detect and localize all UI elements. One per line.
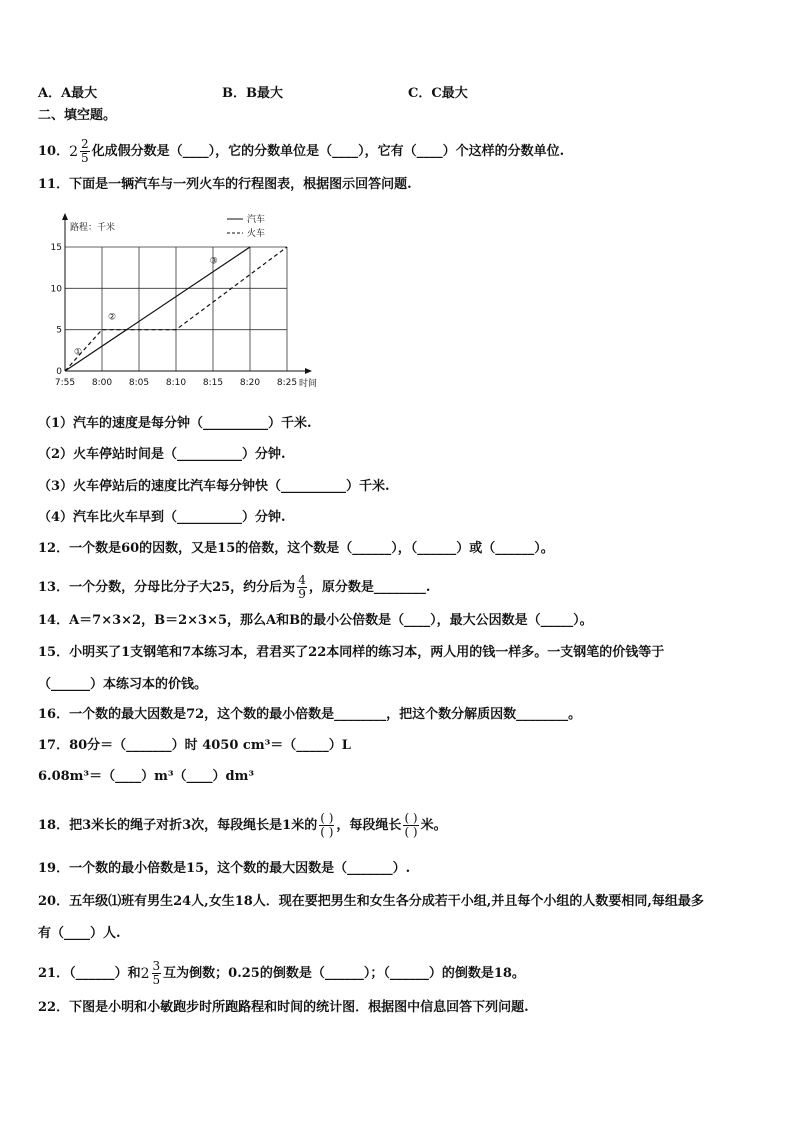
chart-annotation-1: ① — [73, 347, 83, 358]
chart-y-arrow — [62, 213, 68, 220]
question-20-line1: 20．五年级⑴班有男生24人,女生18人．现在要把男生和女生各分成若干小组,并且每个小组的人数要相同,每组最多 — [38, 894, 704, 909]
chart-y-tick-label: 15 — [50, 243, 62, 253]
option-a: A．A最大 — [38, 86, 98, 101]
q10-mixed-number — [69, 138, 92, 165]
q13-denominator: 9 — [298, 587, 306, 601]
option-c: C．C最大 — [408, 86, 468, 101]
question-20-line2: 有（____）人. — [38, 926, 121, 941]
q21-whole: 2 — [140, 965, 150, 982]
question-10 — [38, 138, 564, 165]
chart-x-tick-label: 8:25 — [276, 378, 298, 388]
q13-fraction — [297, 574, 307, 601]
question-17-line2: 6.08m³＝（____）m³（____）dm³ — [38, 769, 255, 784]
chart-y-tick-label: 0 — [56, 367, 62, 377]
question-15-line2: （______）本练习本的价钱。 — [38, 677, 208, 692]
q18-frac1-denominator: ( ) — [320, 825, 334, 839]
q21-before: 21．（______）和 — [38, 966, 141, 981]
chart-x-tick-label: 8:10 — [165, 378, 187, 388]
q13-after: ，原分数是________. — [308, 580, 431, 595]
q18-fraction-2 — [403, 812, 418, 839]
question-16: 16．一个数的最大因数是72，这个数的最小倍数是________，把这个数分解质因数________。 — [38, 707, 582, 722]
q13-numerator: 4 — [298, 573, 306, 587]
chart-x-tick-label: 8:15 — [202, 378, 224, 388]
question-14: 14．A＝7×3×2，B＝2×3×5，那么A和B的最小公倍数是（____），最大公因数是（_____）。 — [38, 613, 593, 628]
q18-frac2-numerator: ( ) — [404, 811, 418, 825]
question-19: 19．一个数的最小倍数是15，这个数的最大因数是（_______）. — [38, 861, 411, 876]
car-series-line — [65, 247, 250, 371]
q21-mixed-number — [141, 960, 164, 987]
q10-denominator: 5 — [81, 151, 89, 165]
section-heading: 二、填空题。 — [38, 108, 117, 123]
chart-x-tick-label: 8:05 — [128, 378, 150, 388]
chart-x-tick-label: 8:00 — [91, 378, 113, 388]
question-21 — [38, 960, 525, 987]
legend-car-label: 汽车 — [247, 215, 266, 225]
chart-x-arrow — [305, 368, 312, 374]
q18-before: 18．把3米长的绳子对折3次，每段绳长是1米的 — [38, 818, 318, 833]
question-11-sub1: （1）汽车的速度是每分钟（__________）千米. — [38, 416, 312, 431]
question-12: 12．一个数是60的因数，又是15的倍数，这个数是（______），（______）或（______）。 — [38, 541, 554, 556]
q10-whole: 2 — [69, 143, 79, 160]
question-11-sub3: （3）火车停站后的速度比汽车每分钟快（__________）千米. — [38, 479, 390, 494]
q18-frac1-numerator: ( ) — [320, 811, 334, 825]
option-b: B．B最大 — [222, 86, 283, 101]
q10-text: 化成假分数是（____），它的分数单位是（____），它有（____）个这样的分数单位. — [91, 144, 565, 159]
chart-y-axis-label: 路程：千米 — [70, 223, 116, 233]
chart-x-tick-label: 8:20 — [239, 378, 261, 388]
q13-before: 13．一个分数，分母比分子大25，约分后为 — [38, 580, 296, 595]
question-11-intro: 11．下面是一辆汽车与一列火车的行程图表，根据图示回答问题. — [38, 177, 412, 192]
chart-y-tick-label: 5 — [56, 325, 62, 336]
question-22: 22．下图是小明和小敏跑步时所跑路程和时间的统计图．根据图中信息回答下列问题. — [38, 1000, 529, 1015]
q21-denominator: 5 — [152, 973, 161, 987]
q10-numerator: 2 — [81, 137, 89, 151]
q18-frac2-denominator: ( ) — [404, 825, 418, 839]
chart-x-tick-label: 7:55 — [54, 378, 76, 388]
question-13 — [38, 574, 430, 601]
question-17-line1: 17．80分＝（_______）时 4050 cm³＝（_____）L — [38, 738, 351, 753]
chart-x-axis-label: 时间 — [299, 379, 318, 389]
question-11-sub2: （2）火车停站时间是（__________）分钟. — [38, 447, 286, 462]
question-15-line1: 15．小明买了1支钢笔和7本练习本，君君买了22本同样的练习本，两人用的钱一样多。一支钢笔的价钱等于 — [38, 645, 665, 660]
question-18 — [38, 812, 447, 839]
chart-annotation-3: ③ — [209, 256, 218, 267]
q18-after: 米。 — [420, 818, 447, 833]
q18-fraction-1 — [319, 812, 334, 839]
q21-after: 互为倒数；0.25的倒数是（______）；（______）的倒数是18。 — [163, 966, 525, 981]
question-11-sub4: （4）汽车比火车早到（__________）分钟. — [38, 510, 286, 525]
chart-annotation-2: ② — [107, 312, 117, 323]
q18-middle: ，每段绳长 — [336, 818, 402, 833]
chart-grid — [65, 247, 287, 371]
chart-y-tick-label: 10 — [50, 284, 62, 295]
chart-axes — [62, 213, 312, 374]
chart-labels — [51, 213, 317, 389]
q21-numerator: 3 — [152, 959, 161, 973]
travel-chart — [50, 208, 350, 393]
legend-train-label: 火车 — [247, 229, 266, 239]
q10-number: 10． — [38, 144, 70, 159]
